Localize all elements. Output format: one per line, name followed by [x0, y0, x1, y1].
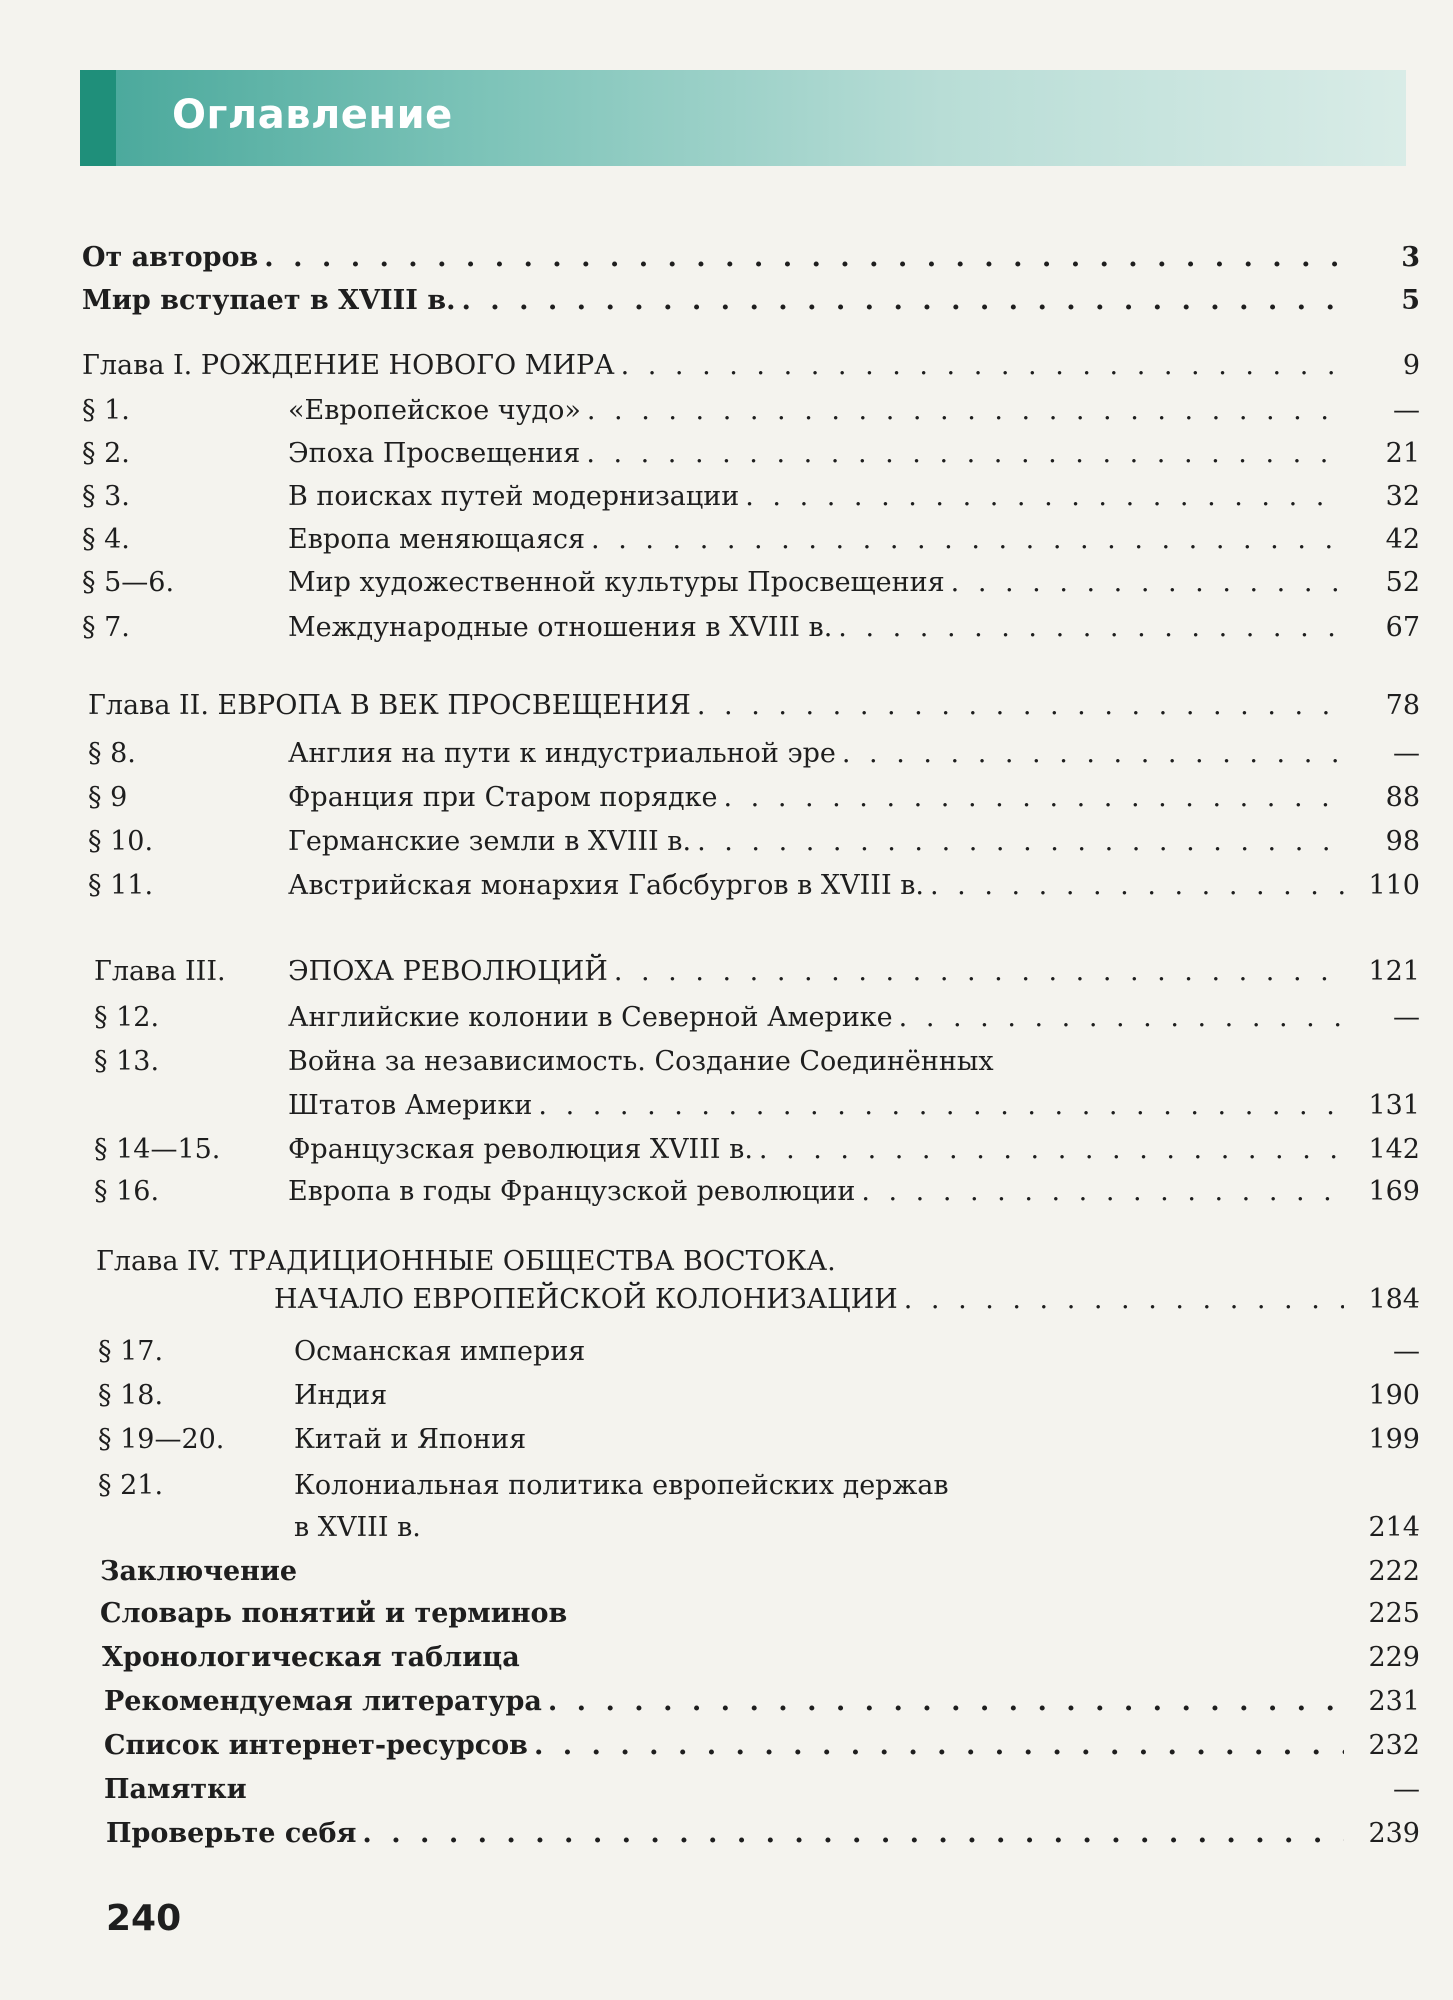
toc-page: 184: [1368, 1284, 1420, 1315]
toc-page: 199: [1368, 1424, 1420, 1455]
toc-section-number: § 19—20.: [98, 1424, 225, 1455]
toc-leader: [538, 1090, 1344, 1121]
toc-leader: [930, 870, 1344, 901]
toc-entry-text: Османская империя: [294, 1336, 586, 1367]
toc-entry-text: Англия на пути к индустриальной эре: [288, 738, 836, 769]
toc-leader: [591, 524, 1344, 555]
toc-page: 232: [1368, 1730, 1420, 1761]
toc-section-number: § 4.: [82, 524, 130, 555]
toc-entry-text: Война за независимость. Создание Соединённых: [288, 1046, 994, 1077]
toc-chapter-3[interactable]: [94, 956, 1420, 996]
toc-leader: [904, 1284, 1344, 1315]
toc-page: 42: [1385, 524, 1420, 555]
toc-entry-text: Европа меняющаяся: [288, 524, 586, 555]
toc-section-3[interactable]: [82, 481, 1420, 521]
toc-page: 121: [1368, 956, 1420, 987]
toc-section-number: § 7.: [82, 612, 130, 643]
toc-page: 131: [1368, 1090, 1420, 1121]
toc-section-number: § 16.: [94, 1176, 160, 1207]
toc-page: 5: [1401, 285, 1420, 316]
toc-leader: [759, 1134, 1344, 1165]
toc-section-number: § 9: [88, 782, 128, 813]
toc-entry-literature[interactable]: [104, 1686, 1420, 1726]
toc-entry-text: ЭПОХА РЕВОЛЮЦИЙ: [288, 956, 608, 987]
toc-page: 78: [1385, 690, 1420, 721]
toc-page: —: [1393, 1336, 1420, 1367]
toc-section-16[interactable]: [94, 1176, 1420, 1216]
toc-page: 142: [1368, 1134, 1420, 1165]
toc-entry-text: Английские колонии в Северной Америке: [288, 1002, 893, 1033]
toc-leader: [842, 738, 1344, 769]
toc-section-13[interactable]: [94, 1046, 1420, 1086]
toc-page: —: [1393, 1774, 1420, 1805]
toc-entry-text: Европа в годы Французской революции: [288, 1176, 856, 1207]
toc-section-18[interactable]: [98, 1380, 1420, 1420]
toc-entry-text: Эпоха Просвещения: [288, 438, 581, 469]
toc-section-9[interactable]: [88, 782, 1420, 822]
toc-entry-glossary[interactable]: [100, 1598, 1420, 1638]
toc-page: 9: [1402, 350, 1420, 381]
toc-section-10[interactable]: [88, 826, 1420, 866]
toc-entry-text: Индия: [294, 1380, 388, 1411]
toc-section-number: § 14—15.: [94, 1134, 221, 1165]
toc-entry-text: Германские земли в XVIII в.: [288, 826, 692, 857]
toc-entry-text: Французская революция XVIII в.: [288, 1134, 753, 1165]
toc-leader: [362, 1818, 1344, 1849]
toc-page: —: [1393, 395, 1420, 426]
toc-entry-text-continued: в XVIII в.: [294, 1512, 421, 1543]
toc-page: 169: [1368, 1176, 1420, 1207]
toc-entry-conclusion[interactable]: [100, 1556, 1420, 1596]
toc-page: 67: [1385, 612, 1420, 643]
toc-section-number: § 18.: [98, 1380, 164, 1411]
toc-entry-internet-resources[interactable]: [104, 1730, 1420, 1770]
toc-section-number: § 13.: [94, 1046, 160, 1077]
toc-section-number: § 21.: [98, 1470, 164, 1501]
toc-section-number: § 1.: [82, 395, 130, 426]
toc-leader: [861, 1176, 1344, 1207]
toc-page: 110: [1368, 870, 1420, 901]
toc-entry-text: Хронологическая таблица: [102, 1642, 520, 1673]
toc-entry-text: Рекомендуемая литература: [104, 1686, 542, 1717]
toc-entry-text: Проверьте себя: [106, 1818, 357, 1849]
toc-entry-text-continued: Штатов Америки: [288, 1090, 533, 1121]
toc-leader: [461, 285, 1344, 316]
toc-chapter-4-continuation[interactable]: [274, 1284, 1420, 1324]
toc-leader: [697, 826, 1344, 857]
toc-page: 88: [1385, 782, 1420, 813]
toc-section-19-20[interactable]: [98, 1424, 1420, 1464]
toc-leader: [621, 350, 1344, 381]
toc-entry-text: От авторов: [82, 242, 259, 273]
toc-section-number: § 17.: [98, 1336, 164, 1367]
toc-entry-authors[interactable]: [82, 242, 1420, 282]
toc-page: 225: [1368, 1598, 1420, 1629]
toc-entry-text: Список интернет-ресурсов: [104, 1730, 528, 1761]
toc-section-17[interactable]: [98, 1336, 1420, 1376]
toc-page: 3: [1401, 242, 1420, 273]
toc-leader: [264, 242, 1344, 273]
toc-section-number: § 12.: [94, 1002, 160, 1033]
toc-page: 222: [1368, 1556, 1420, 1587]
toc-section-5-6[interactable]: [82, 567, 1420, 607]
toc-leader: [614, 956, 1344, 987]
toc-leader: [899, 1002, 1344, 1033]
toc-entry-memos[interactable]: [104, 1774, 1420, 1814]
toc-entry-text: Международные отношения в XVIII в.: [288, 612, 833, 643]
toc-section-7[interactable]: [82, 612, 1420, 652]
toc-section-14-15[interactable]: [94, 1134, 1420, 1174]
toc-section-4[interactable]: [82, 524, 1420, 564]
toc-leader: [586, 438, 1344, 469]
toc-page: 231: [1368, 1686, 1420, 1717]
toc-leader: [697, 690, 1344, 721]
toc-entry-text: Китай и Япония: [294, 1424, 527, 1455]
toc-leader: [723, 782, 1344, 813]
toc-page: 214: [1368, 1512, 1420, 1543]
toc-entry-text: В поисках путей модернизации: [288, 481, 740, 512]
toc-chapter-4[interactable]: [96, 1246, 1420, 1286]
toc-entry-text: Памятки: [104, 1774, 247, 1805]
toc-page: 52: [1385, 567, 1420, 598]
toc-entry-text: Глава IV. ТРАДИЦИОННЫЕ ОБЩЕСТВА ВОСТОКА.: [96, 1246, 836, 1277]
toc-chapter-1[interactable]: [82, 350, 1420, 390]
toc-leader: [534, 1730, 1344, 1761]
toc-chapter-number: Глава III.: [94, 956, 226, 987]
toc-section-12[interactable]: [94, 1002, 1420, 1042]
toc-section-21[interactable]: [98, 1470, 1420, 1510]
page-number: 240: [106, 1898, 182, 1939]
toc-entry-text: Мир вступает в XVIII в.: [82, 285, 456, 316]
toc-section-8[interactable]: [88, 738, 1420, 778]
toc-leader: [838, 612, 1344, 643]
toc-entry-text: Словарь понятий и терминов: [100, 1598, 568, 1629]
toc-entry-text: «Европейское чудо»: [288, 395, 581, 426]
toc-entry-text: Австрийская монархия Габсбургов в XVIII в.: [288, 870, 924, 901]
page-title: Оглавление: [172, 92, 453, 138]
toc-page: —: [1393, 1002, 1420, 1033]
toc-leader: [951, 567, 1344, 598]
toc-section-11[interactable]: [88, 870, 1420, 910]
toc-page: 229: [1368, 1642, 1420, 1673]
toc-leader: [548, 1686, 1344, 1717]
toc-page: 239: [1368, 1818, 1420, 1849]
toc-entry-text: Мир художественной культуры Просвещения: [288, 567, 945, 598]
toc-section-1[interactable]: [82, 395, 1420, 435]
toc-page: 190: [1368, 1380, 1420, 1411]
toc-entry-intro[interactable]: [82, 285, 1420, 325]
toc-leader: [587, 395, 1344, 426]
toc-section-number: § 2.: [82, 438, 130, 469]
toc-entry-text: Глава I. РОЖДЕНИЕ НОВОГО МИРА: [82, 350, 615, 381]
toc-section-number: § 5—6.: [82, 567, 175, 598]
toc-page: 98: [1385, 826, 1420, 857]
toc-chapter-2[interactable]: [88, 690, 1420, 730]
toc-page: —: [1393, 738, 1420, 769]
toc-leader: [745, 481, 1344, 512]
toc-entry-text-continued: НАЧАЛО ЕВРОПЕЙСКОЙ КОЛОНИЗАЦИИ: [274, 1284, 898, 1315]
toc-section-21-continuation[interactable]: [294, 1512, 1420, 1552]
toc-entry-self-check[interactable]: [106, 1818, 1420, 1858]
toc-entry-text: Глава II. ЕВРОПА В ВЕК ПРОСВЕЩЕНИЯ: [88, 690, 691, 721]
toc-section-number: § 11.: [88, 870, 154, 901]
toc-entry-text: Колониальная политика европейских держав: [294, 1470, 949, 1501]
toc-entry-text: Заключение: [100, 1556, 298, 1587]
toc-page: 21: [1385, 438, 1420, 469]
toc-section-number: § 8.: [88, 738, 136, 769]
toc-section-2[interactable]: [82, 438, 1420, 478]
toc-entry-text: Франция при Старом порядке: [288, 782, 718, 813]
toc-section-number: § 10.: [88, 826, 154, 857]
toc-entry-chronology[interactable]: [102, 1642, 1420, 1682]
toc-section-number: § 3.: [82, 481, 130, 512]
toc-section-13-continuation[interactable]: [288, 1090, 1420, 1130]
toc-page: 32: [1385, 481, 1420, 512]
